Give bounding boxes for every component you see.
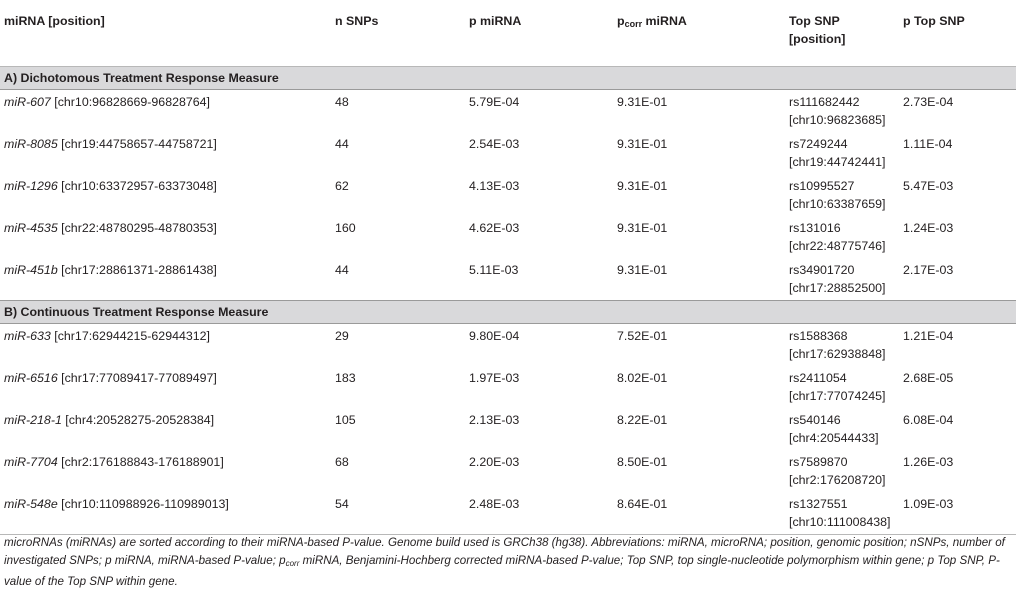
header-row [0, 0, 1016, 66]
cell-p-mirna [465, 492, 613, 535]
cell-mirna-position [0, 492, 331, 535]
top-snp-position: [chr19:44742441] [789, 154, 886, 169]
cell-p-top-snp [899, 323, 1016, 366]
p-top-snp-value: 1.11E-04 [903, 136, 953, 151]
top-snp-position: [chr10:111008438] [789, 514, 891, 529]
cell-p-mirna [465, 450, 613, 492]
table-row [0, 450, 1016, 492]
cell-mirna-position [0, 366, 331, 408]
cell-nsnps [331, 492, 465, 535]
nsnps-value: 68 [335, 454, 349, 469]
header-pcorr-mirna [613, 0, 785, 66]
top-snp-id: rs10995527 [789, 178, 855, 193]
cell-p-top-snp [899, 492, 1016, 535]
top-snp-position: [chr4:20544433] [789, 430, 879, 445]
mirna-name: miR-607 [4, 94, 51, 109]
p-top-snp-value: 6.08E-04 [903, 412, 954, 427]
top-snp-id: rs7589870 [789, 454, 848, 469]
section-row [0, 66, 1016, 89]
table-row [0, 366, 1016, 408]
top-snp-id: rs1327551 [789, 496, 848, 511]
cell-mirna-position [0, 258, 331, 301]
p-top-snp-value: 2.68E-05 [903, 370, 954, 385]
pcorr-value: 9.31E-01 [617, 262, 668, 277]
table-row [0, 132, 1016, 174]
cell-pcorr-mirna [613, 174, 785, 216]
nsnps-value: 160 [335, 220, 356, 235]
cell-pcorr-mirna [613, 492, 785, 535]
p-mirna-value: 5.11E-03 [469, 262, 519, 277]
cell-p-top-snp [899, 89, 1016, 132]
mirna-name: miR-218-1 [4, 412, 62, 427]
table-footnote [4, 534, 1012, 591]
cell-p-top-snp [899, 366, 1016, 408]
cell-nsnps [331, 258, 465, 301]
cell-mirna-position [0, 450, 331, 492]
top-snp-position: [chr17:28852500] [789, 280, 886, 295]
top-snp-id: rs7249244 [789, 136, 848, 151]
top-snp-position: [chr2:176208720] [789, 472, 886, 487]
top-snp-position: [chr17:77074245] [789, 388, 886, 403]
header-pcorr-prefix: p [617, 14, 625, 28]
cell-p-top-snp [899, 408, 1016, 450]
table-row [0, 408, 1016, 450]
cell-top-snp [785, 89, 899, 132]
p-mirna-value: 2.20E-03 [469, 454, 520, 469]
cell-pcorr-mirna [613, 258, 785, 301]
header-nsnps: n SNPs [331, 0, 465, 66]
p-top-snp-value: 5.47E-03 [903, 178, 954, 193]
header-pcorr-suffix: miRNA [642, 14, 687, 28]
cell-p-mirna [465, 174, 613, 216]
mirna-position: [chr22:48780295-48780353] [61, 220, 217, 235]
p-top-snp-value: 2.17E-03 [903, 262, 954, 277]
table-row [0, 174, 1016, 216]
header-mirna: miRNA [position] [0, 0, 331, 66]
p-mirna-value: 2.13E-03 [469, 412, 520, 427]
header-p-mirna: p miRNA [465, 0, 613, 66]
cell-pcorr-mirna [613, 450, 785, 492]
cell-pcorr-mirna [613, 89, 785, 132]
nsnps-value: 44 [335, 262, 349, 277]
pcorr-value: 9.31E-01 [617, 136, 668, 151]
mirna-position: [chr17:77089417-77089497] [61, 370, 217, 385]
section-title: B) Continuous Treatment Response Measure [0, 300, 1016, 323]
cell-p-top-snp [899, 258, 1016, 301]
cell-top-snp [785, 174, 899, 216]
table-row [0, 492, 1016, 535]
cell-p-mirna [465, 132, 613, 174]
pcorr-value: 8.02E-01 [617, 370, 668, 385]
mirna-name: miR-4535 [4, 220, 58, 235]
top-snp-id: rs540146 [789, 412, 841, 427]
cell-mirna-position [0, 89, 331, 132]
pcorr-value: 9.31E-01 [617, 220, 668, 235]
cell-top-snp [785, 132, 899, 174]
p-mirna-value: 4.13E-03 [469, 178, 520, 193]
pcorr-value: 8.22E-01 [617, 412, 668, 427]
cell-nsnps [331, 174, 465, 216]
top-snp-position: [chr22:48775746] [789, 238, 886, 253]
cell-pcorr-mirna [613, 216, 785, 258]
nsnps-value: 183 [335, 370, 356, 385]
nsnps-value: 44 [335, 136, 349, 151]
mirna-position: [chr4:20528275-20528384] [65, 412, 215, 427]
section-row [0, 300, 1016, 323]
table-body [0, 66, 1016, 534]
p-top-snp-value: 1.24E-03 [903, 220, 954, 235]
section-title: A) Dichotomous Treatment Response Measure [0, 66, 1016, 89]
cell-p-top-snp [899, 216, 1016, 258]
nsnps-value: 29 [335, 328, 349, 343]
cell-top-snp [785, 492, 899, 535]
cell-mirna-position [0, 216, 331, 258]
nsnps-value: 48 [335, 94, 349, 109]
footnote-sub: corr [285, 559, 300, 568]
cell-top-snp [785, 366, 899, 408]
mirna-position: [chr17:28861371-28861438] [61, 262, 217, 277]
header-pcorr-sub: corr [624, 19, 643, 29]
footnote-part1: microRNAs (miRNAs) are sorted according to their miRNA-based P-value. Genome build used is GRCh38 (hg38). Abbreviations: miRNA, microRNA; position, genomic position; nSNPs, number of investigated SNPs; p miRNA, miRNA-based P-value; p [4, 536, 1005, 567]
cell-mirna-position [0, 174, 331, 216]
mirna-name: miR-548e [4, 496, 58, 511]
header-top-snp: Top SNP [position] [785, 0, 899, 66]
pcorr-value: 8.64E-01 [617, 496, 668, 511]
mirna-name: miR-1296 [4, 178, 58, 193]
p-top-snp-value: 1.09E-03 [903, 496, 954, 511]
cell-mirna-position [0, 323, 331, 366]
p-mirna-value: 4.62E-03 [469, 220, 520, 235]
p-top-snp-value: 1.26E-03 [903, 454, 954, 469]
p-mirna-value: 2.54E-03 [469, 136, 520, 151]
cell-pcorr-mirna [613, 323, 785, 366]
cell-top-snp [785, 408, 899, 450]
mirna-name: miR-6516 [4, 370, 58, 385]
mirna-position: [chr10:63372957-63373048] [61, 178, 217, 193]
nsnps-value: 105 [335, 412, 356, 427]
mirna-name: miR-8085 [4, 136, 58, 151]
cell-mirna-position [0, 408, 331, 450]
mirna-position: [chr10:96828669-96828764] [54, 94, 210, 109]
cell-p-top-snp [899, 174, 1016, 216]
table-row [0, 89, 1016, 132]
top-snp-id: rs34901720 [789, 262, 855, 277]
cell-p-mirna [465, 89, 613, 132]
cell-mirna-position [0, 132, 331, 174]
p-mirna-value: 2.48E-03 [469, 496, 520, 511]
cell-p-mirna [465, 408, 613, 450]
cell-p-top-snp [899, 132, 1016, 174]
top-snp-position: [chr10:96823685] [789, 112, 886, 127]
cell-nsnps [331, 366, 465, 408]
cell-pcorr-mirna [613, 408, 785, 450]
cell-nsnps [331, 216, 465, 258]
top-snp-id: rs111682442 [789, 94, 860, 109]
cell-nsnps [331, 323, 465, 366]
mirna-name: miR-7704 [4, 454, 58, 469]
mirna-name: miR-451b [4, 262, 58, 277]
pcorr-value: 7.52E-01 [617, 328, 668, 343]
p-mirna-value: 1.97E-03 [469, 370, 520, 385]
pcorr-value: 9.31E-01 [617, 178, 668, 193]
cell-top-snp [785, 323, 899, 366]
table-row [0, 323, 1016, 366]
cell-p-mirna [465, 258, 613, 301]
mirna-name: miR-633 [4, 328, 51, 343]
cell-nsnps [331, 132, 465, 174]
cell-top-snp [785, 450, 899, 492]
table-row [0, 216, 1016, 258]
cell-p-mirna [465, 323, 613, 366]
cell-pcorr-mirna [613, 132, 785, 174]
mirna-position: [chr2:176188843-176188901] [61, 454, 224, 469]
nsnps-value: 54 [335, 496, 349, 511]
pcorr-value: 8.50E-01 [617, 454, 668, 469]
cell-top-snp [785, 216, 899, 258]
p-mirna-value: 5.79E-04 [469, 94, 520, 109]
nsnps-value: 62 [335, 178, 349, 193]
top-snp-id: rs131016 [789, 220, 841, 235]
table-row [0, 258, 1016, 301]
cell-top-snp [785, 258, 899, 301]
top-snp-position: [chr17:62938848] [789, 346, 886, 361]
mirna-position: [chr19:44758657-44758721] [61, 136, 217, 151]
cell-nsnps [331, 89, 465, 132]
cell-nsnps [331, 450, 465, 492]
top-snp-id: rs2411054 [789, 370, 847, 385]
cell-p-top-snp [899, 450, 1016, 492]
mirna-position: [chr10:110988926-110989013] [61, 496, 229, 511]
cell-p-mirna [465, 366, 613, 408]
footnote-part2: miRNA, Benjamini-Hochberg corrected miRNA-based P-value; Top SNP, top single-nucleotide polymorphism within gene; p Top SNP, P-value of the Top SNP within gene. [4, 554, 1000, 588]
cell-nsnps [331, 408, 465, 450]
mirna-position: [chr17:62944215-62944312] [54, 328, 210, 343]
top-snp-id: rs1588368 [789, 328, 848, 343]
p-mirna-value: 9.80E-04 [469, 328, 520, 343]
cell-pcorr-mirna [613, 366, 785, 408]
header-p-top-snp: p Top SNP [899, 0, 1016, 66]
pcorr-value: 9.31E-01 [617, 94, 668, 109]
p-top-snp-value: 1.21E-04 [903, 328, 954, 343]
p-top-snp-value: 2.73E-04 [903, 94, 954, 109]
top-snp-position: [chr10:63387659] [789, 196, 886, 211]
cell-p-mirna [465, 216, 613, 258]
